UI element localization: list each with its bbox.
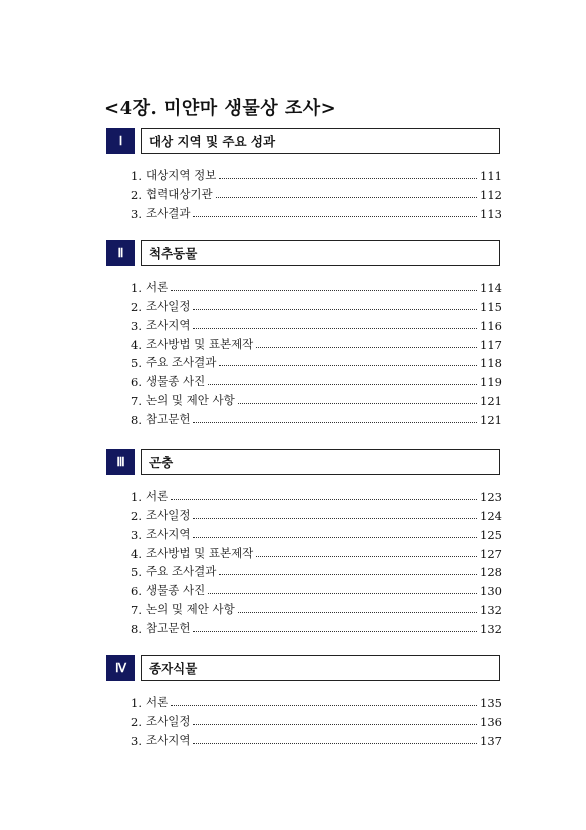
toc-entry-page: 115 xyxy=(480,299,502,314)
toc-list xyxy=(106,485,500,636)
toc-entry-label: 조사방법 및 표본제작 xyxy=(146,336,254,351)
toc-entry-label: 협력대상기관 xyxy=(146,186,213,201)
toc-entry[interactable] xyxy=(131,579,500,598)
chapter-title: <4장. 미얀마 생물상 조사> xyxy=(104,98,337,119)
toc-entry[interactable] xyxy=(131,523,500,542)
section-title: 척추동물 xyxy=(141,240,500,266)
section-header xyxy=(106,240,500,266)
toc-entry-label: 조사결과 xyxy=(146,205,191,220)
dot-leader xyxy=(193,518,477,519)
toc-entry-number: 6. xyxy=(131,375,142,390)
section-header xyxy=(106,449,500,475)
toc-entry-number: 5. xyxy=(131,565,142,580)
toc-entry[interactable] xyxy=(131,485,500,504)
section-number-badge: Ⅱ xyxy=(106,240,135,266)
toc-entry-page: 125 xyxy=(480,527,502,542)
toc-entry-number: 3. xyxy=(131,206,142,221)
toc-entry-number: 1. xyxy=(131,280,142,295)
toc-entry-page: 114 xyxy=(480,280,502,295)
section-number-badge: Ⅲ xyxy=(106,449,135,475)
dot-leader xyxy=(171,290,477,291)
section-2 xyxy=(106,240,500,427)
toc-list xyxy=(106,691,500,748)
toc-entry[interactable] xyxy=(131,352,500,371)
toc-entry[interactable] xyxy=(131,729,500,748)
toc-entry-number: 4. xyxy=(131,546,142,561)
toc-entry[interactable] xyxy=(131,408,500,427)
toc-entry-number: 1. xyxy=(131,489,142,504)
toc-entry[interactable] xyxy=(131,389,500,408)
dot-leader xyxy=(171,499,477,500)
dot-leader xyxy=(219,365,477,366)
toc-entry-label: 논의 및 제안 사항 xyxy=(146,602,235,617)
dot-leader xyxy=(238,403,477,404)
toc-entry-number: 7. xyxy=(131,394,142,409)
toc-entry-label: 조사일정 xyxy=(146,507,191,522)
toc-entry-number: 8. xyxy=(131,622,142,637)
toc-entry-label: 생물종 사진 xyxy=(146,374,206,389)
toc-entry-number: 2. xyxy=(131,714,142,729)
toc-entry-label: 참고문헌 xyxy=(146,621,191,636)
toc-entry-label: 서론 xyxy=(146,694,169,709)
toc-entry[interactable] xyxy=(131,164,500,183)
toc-entry[interactable] xyxy=(131,202,500,221)
dot-leader xyxy=(219,574,477,575)
toc-entry[interactable] xyxy=(131,710,500,729)
toc-entry-page: 132 xyxy=(480,603,502,618)
toc-entry-page: 136 xyxy=(480,714,502,729)
toc-entry-page: 128 xyxy=(480,565,502,580)
dot-leader xyxy=(256,556,477,557)
toc-entry-number: 3. xyxy=(131,527,142,542)
dot-leader xyxy=(208,593,477,594)
dot-leader xyxy=(193,724,477,725)
toc-entry-label: 서론 xyxy=(146,279,169,294)
toc-entry-page: 112 xyxy=(480,187,502,202)
toc-entry-label: 논의 및 제안 사항 xyxy=(146,393,235,408)
toc-entry[interactable] xyxy=(131,370,500,389)
section-header xyxy=(106,655,500,681)
toc-entry-number: 4. xyxy=(131,337,142,352)
toc-entry-label: 참고문헌 xyxy=(146,412,191,427)
toc-entry-number: 3. xyxy=(131,733,142,748)
toc-entry[interactable] xyxy=(131,504,500,523)
toc-entry-page: 130 xyxy=(480,584,502,599)
section-title: 대상 지역 및 주요 성과 xyxy=(141,128,500,154)
toc-entry[interactable] xyxy=(131,542,500,561)
toc-entry[interactable] xyxy=(131,295,500,314)
toc-entry-page: 121 xyxy=(480,394,502,409)
toc-entry-page: 137 xyxy=(480,733,502,748)
toc-entry[interactable] xyxy=(131,561,500,580)
toc-entry-label: 조사방법 및 표본제작 xyxy=(146,545,254,560)
toc-entry-number: 2. xyxy=(131,508,142,523)
dot-leader xyxy=(171,705,477,706)
toc-entry-page: 113 xyxy=(480,206,502,221)
dot-leader xyxy=(219,178,477,179)
toc-entry-number: 6. xyxy=(131,584,142,599)
toc-entry-page: 119 xyxy=(480,375,502,390)
toc-entry[interactable] xyxy=(131,276,500,295)
dot-leader xyxy=(238,612,477,613)
dot-leader xyxy=(193,743,477,744)
toc-entry-page: 117 xyxy=(480,337,502,352)
dot-leader xyxy=(256,347,477,348)
toc-entry[interactable] xyxy=(131,691,500,710)
toc-entry-page: 135 xyxy=(480,695,502,710)
dot-leader xyxy=(193,422,477,423)
section-title: 종자식물 xyxy=(141,655,500,681)
toc-entry-page: 124 xyxy=(480,508,502,523)
dot-leader xyxy=(216,197,477,198)
toc-entry-page: 127 xyxy=(480,546,502,561)
dot-leader xyxy=(208,384,477,385)
toc-entry-number: 8. xyxy=(131,413,142,428)
toc-entry-page: 116 xyxy=(480,318,502,333)
toc-entry-label: 조사지역 xyxy=(146,732,191,747)
toc-list xyxy=(106,164,500,221)
toc-entry-label: 조사일정 xyxy=(146,298,191,313)
toc-entry-label: 조사지역 xyxy=(146,317,191,332)
section-header xyxy=(106,128,500,154)
toc-entry[interactable] xyxy=(131,314,500,333)
toc-entry-label: 주요 조사결과 xyxy=(146,355,217,370)
toc-entry-number: 3. xyxy=(131,318,142,333)
toc-entry-page: 123 xyxy=(480,489,502,504)
toc-entry-label: 조사지역 xyxy=(146,526,191,541)
dot-leader xyxy=(193,309,477,310)
toc-entry-page: 118 xyxy=(480,356,502,371)
toc-entry[interactable] xyxy=(131,183,500,202)
toc-entry-number: 2. xyxy=(131,187,142,202)
section-title: 곤충 xyxy=(141,449,500,475)
section-number-badge: Ⅰ xyxy=(106,128,135,154)
toc-entry-number: 2. xyxy=(131,299,142,314)
toc-entry[interactable] xyxy=(131,333,500,352)
toc-entry-number: 1. xyxy=(131,168,142,183)
toc-entry-label: 생물종 사진 xyxy=(146,583,206,598)
toc-entry-page: 121 xyxy=(480,413,502,428)
section-1 xyxy=(106,128,500,221)
toc-entry-label: 조사일정 xyxy=(146,713,191,728)
toc-entry-page: 111 xyxy=(480,168,502,183)
dot-leader xyxy=(193,216,477,217)
section-3 xyxy=(106,449,500,636)
dot-leader xyxy=(193,537,477,538)
toc-entry-label: 주요 조사결과 xyxy=(146,564,217,579)
dot-leader xyxy=(193,328,477,329)
toc-entry-number: 5. xyxy=(131,356,142,371)
toc-entry-page: 132 xyxy=(480,622,502,637)
toc-entry[interactable] xyxy=(131,617,500,636)
toc-entry[interactable] xyxy=(131,598,500,617)
dot-leader xyxy=(193,631,477,632)
section-number-badge: Ⅳ xyxy=(106,655,135,681)
toc-list xyxy=(106,276,500,427)
toc-entry-label: 대상지역 정보 xyxy=(146,167,217,182)
section-4 xyxy=(106,655,500,748)
toc-entry-number: 1. xyxy=(131,695,142,710)
toc-entry-number: 7. xyxy=(131,603,142,618)
toc-entry-label: 서론 xyxy=(146,488,169,503)
